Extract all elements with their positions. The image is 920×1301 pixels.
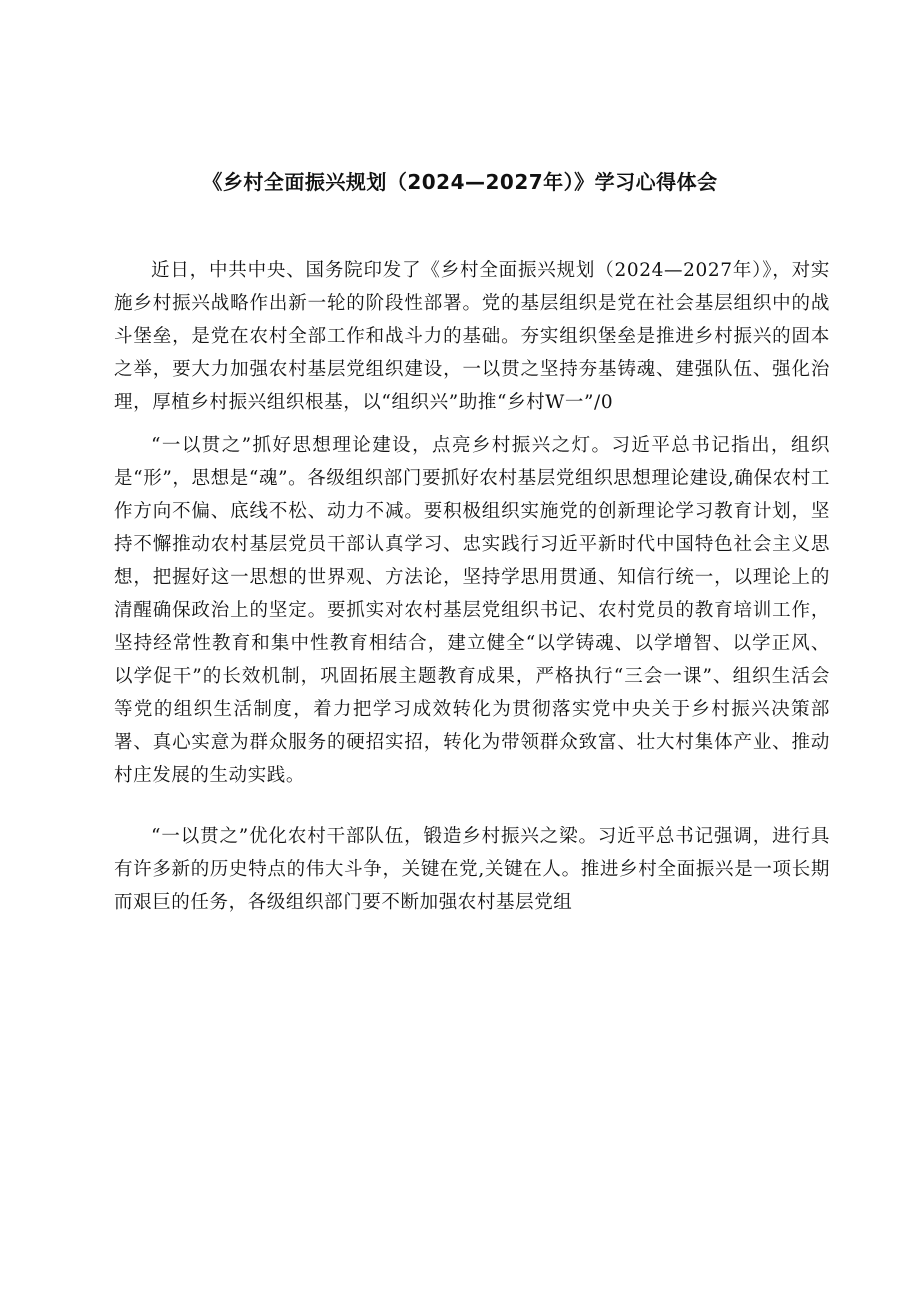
document-body — [114, 254, 830, 919]
paragraph-intro: 近日，中共中央、国务院印发了《乡村全面振兴规划（2024—2027年）》，对实施乡村振兴战略作出新一轮的阶段性部署。党的基层组织是党在社会基层组织中的战斗堡垒，是党在农村全部工作和战斗力的基础。夯实组织堡垒是推进乡村振兴的固本之举，要大力加强农村基层党组织建设，一以贯之坚持夯基铸魂、建强队伍、强化治理，厚植乡村振兴组织根基，以“组织兴”助推“乡村W一”∕0 — [114, 260, 830, 413]
document-title: 《乡村全面振兴规划（2024—2027年）》学习心得体会 — [202, 170, 718, 194]
paragraph-ideology: “一以贯之”抓好思想理论建设，点亮乡村振兴之灯。习近平总书记指出，组织是“形”，思想是“魂”。各级组织部门要抓好农村基层党组织思想理论建设,确保农村工作方向不偏、底线不松、动力不减。要积极组织实施党的创新理论学习教育计划，坚持不懈推动农村基层党员干部认真学习、忠实践行习近平新时代中国特色社会主义思想，把握好这一思想的世界观、方法论，坚持学思用贯通、知信行统一，以理论上的清醒确保政治上的坚定。要抓实对农村基层党组织书记、农村党员的教育培训工作，坚持经常性教育和集中性教育相结合，建立健全“以学铸魂、以学增智、以学正风、以学促干”的长效机制，巩固拓展主题教育成果，严格执行“三会一课”、组织生活会等党的组织生活制度，着力把学习成效转化为贯彻落实党中央关于乡村振兴决策部署、真心实意为群众服务的硬招实招，转化为带领群众致富、壮大村集体产业、推动村庄发展的生动实践。 — [114, 435, 830, 786]
paragraph-cadre: “一以贯之”优化农村干部队伍，锻造乡村振兴之梁。习近平总书记强调，进行具有许多新的历史特点的伟大斗争，关键在党,关键在人。推进乡村全面振兴是一项长期而艰巨的任务，各级组织部门要不断加强农村基层党组 — [114, 826, 830, 913]
